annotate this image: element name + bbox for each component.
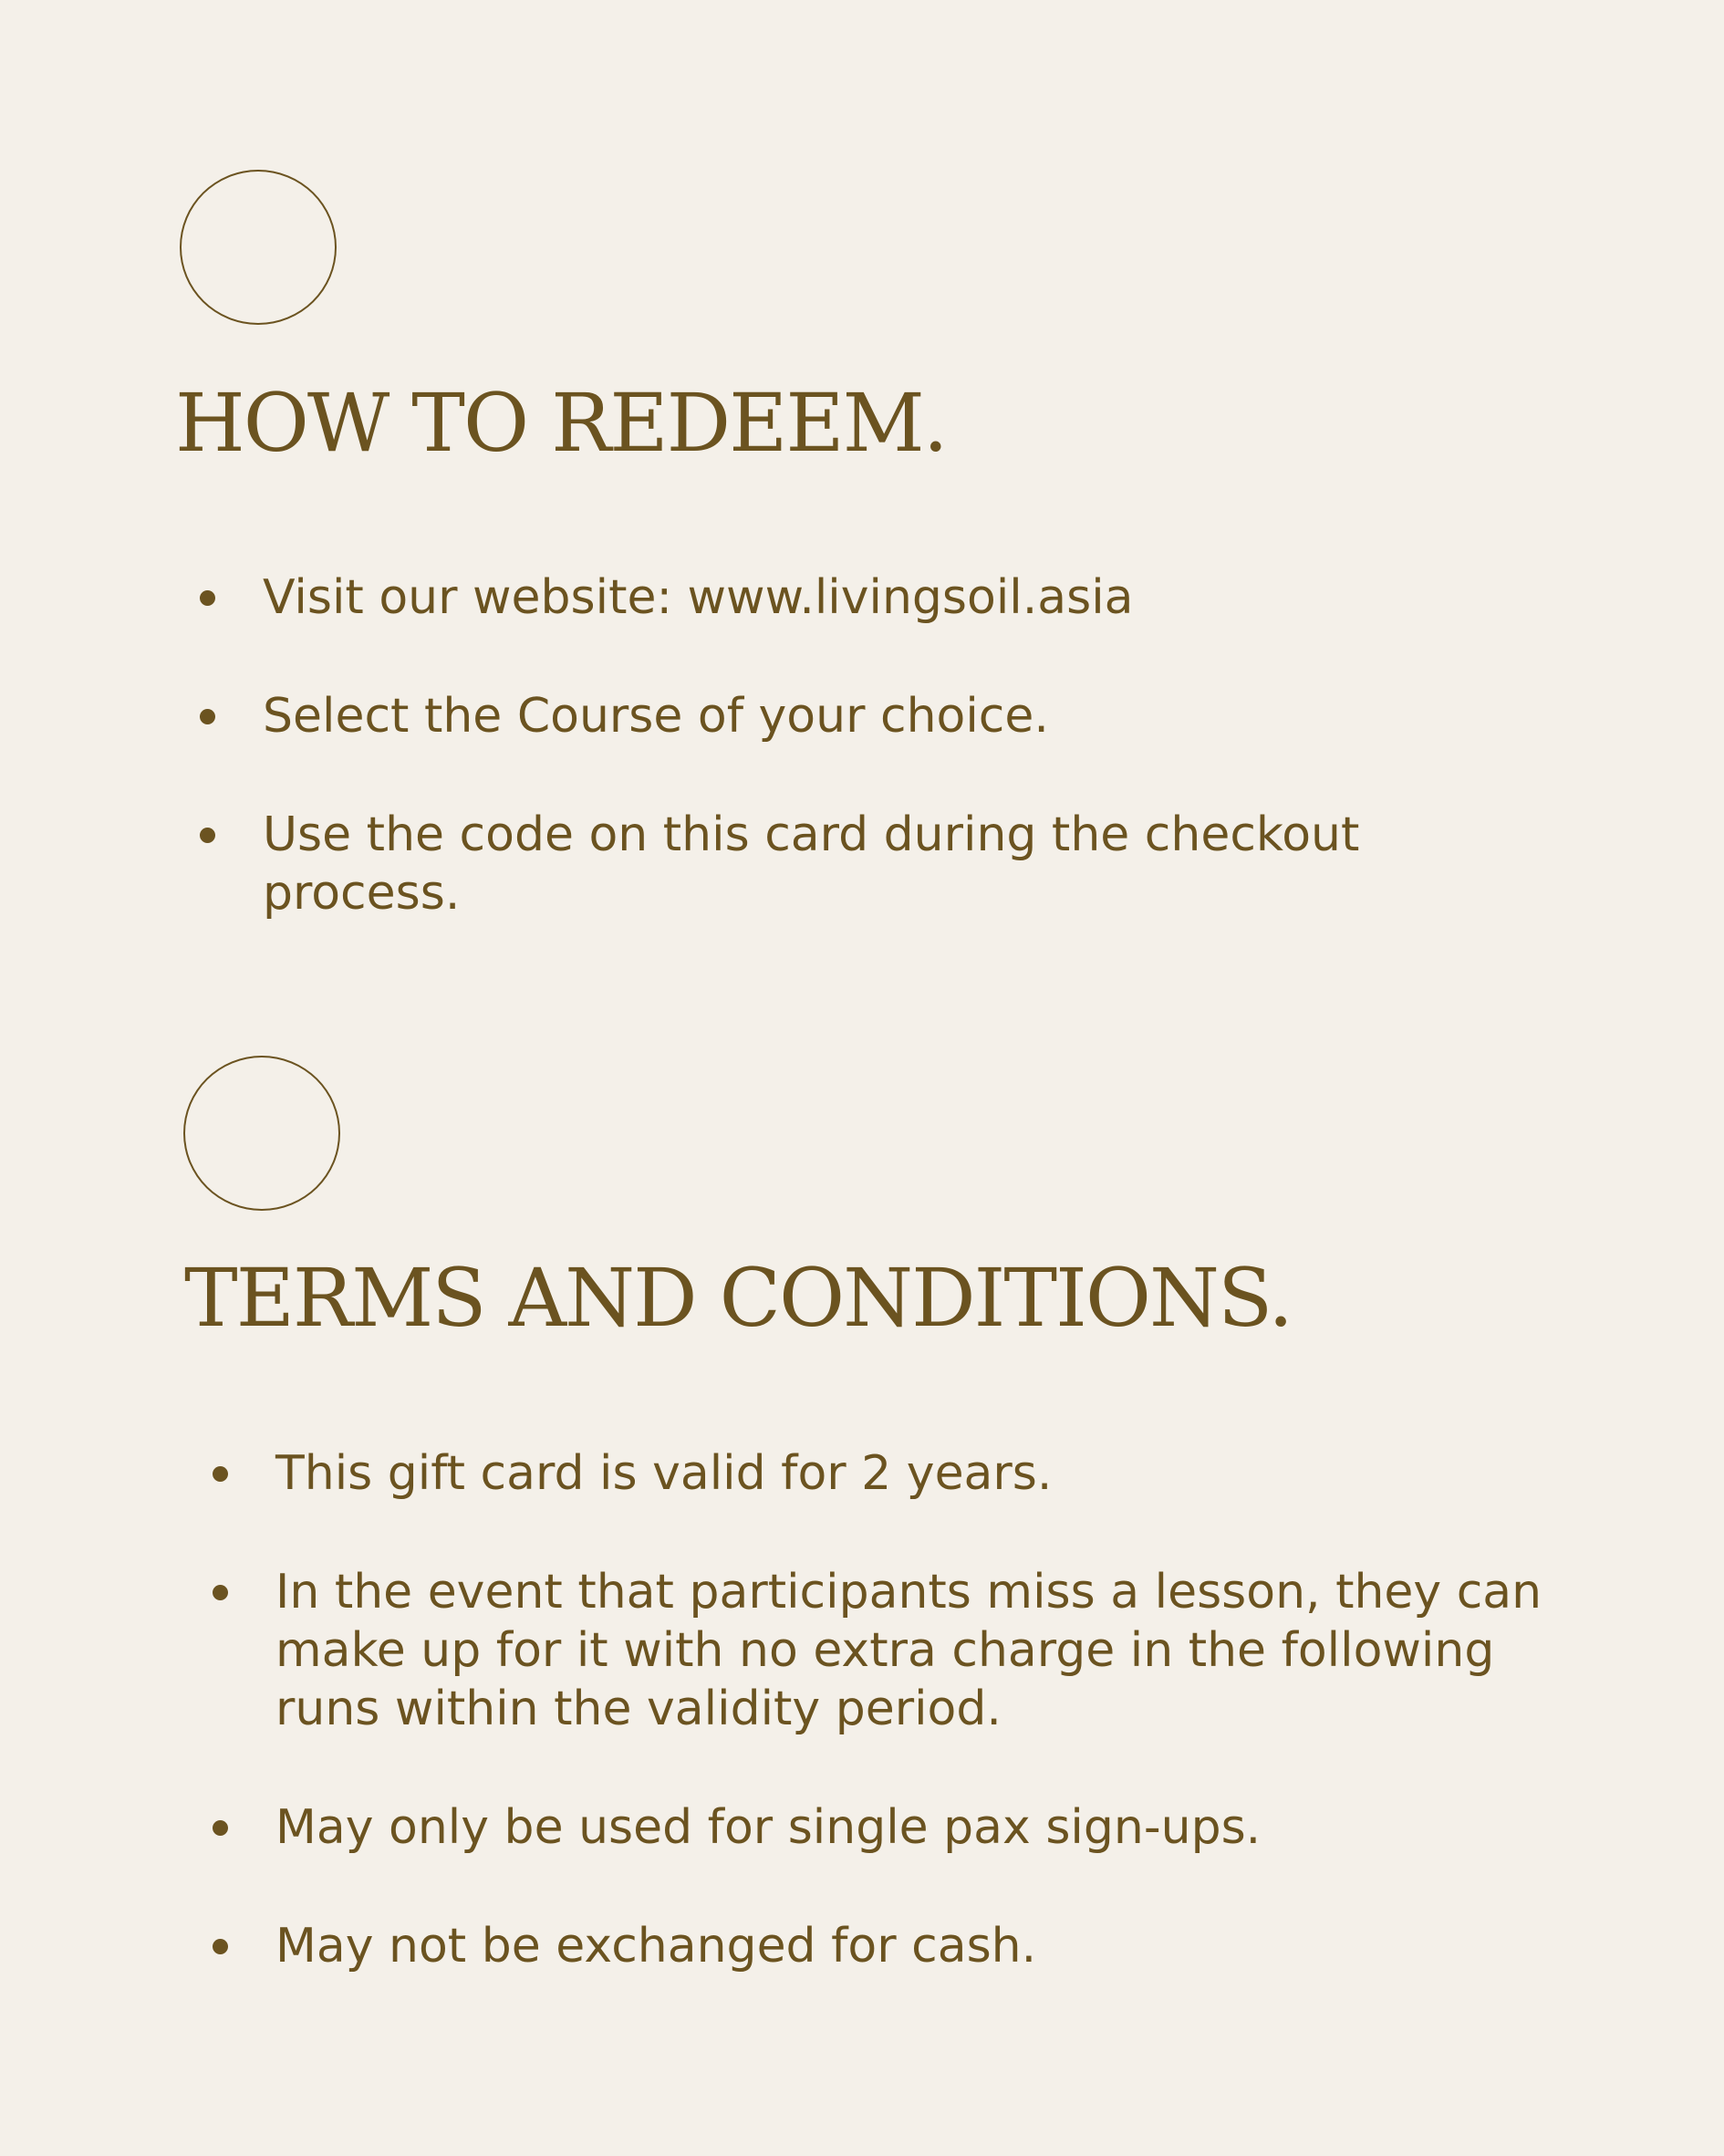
- redeem-steps-list: [175, 568, 1525, 983]
- term-no-cash: May not be exchanged for cash.: [188, 1917, 1556, 1975]
- redeem-step-website: Visit our website: www.livingsoil.asia: [175, 568, 1525, 627]
- term-makeup-lesson: In the event that participants miss a lesson, they can make up for it with no extra charge in the following runs within the validity period.: [188, 1563, 1556, 1738]
- terms-heading: TERMS AND CONDITIONS.: [184, 1251, 1293, 1345]
- terms-circle-ornament: [183, 1056, 340, 1211]
- redeem-step-select-course: Select the Course of your choice.: [175, 687, 1525, 745]
- redeem-heading: HOW TO REDEEM.: [175, 376, 947, 470]
- term-validity: This gift card is valid for 2 years.: [188, 1444, 1556, 1503]
- redeem-step-use-code: Use the code on this card during the checkout process.: [175, 806, 1525, 922]
- terms-list: [188, 1444, 1556, 2036]
- redeem-circle-ornament: [180, 170, 337, 325]
- term-single-pax: May only be used for single pax sign-ups.: [188, 1798, 1556, 1857]
